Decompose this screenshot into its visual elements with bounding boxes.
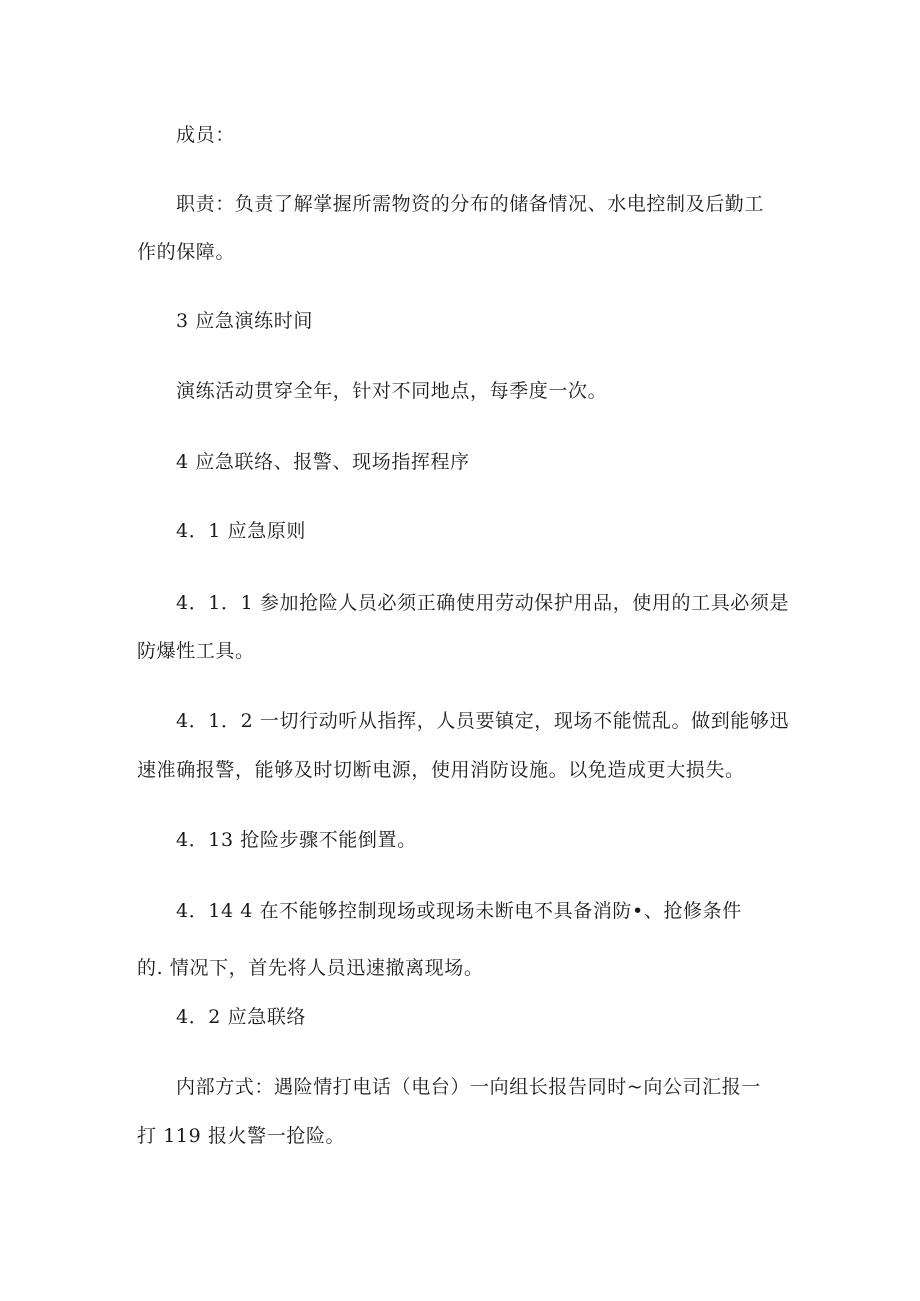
clause-4-1-2-line-2: 速准确报警，能够及时切断电源，使用消防设施。以免造成更大损失。 bbox=[137, 759, 745, 781]
section-4-2-heading: 4．2 应急联络 bbox=[176, 1006, 307, 1028]
section-3-heading: 3 应急演练时间 bbox=[176, 310, 313, 332]
drill-schedule-text: 演练活动贯穿全年，针对不同地点，每季度一次。 bbox=[176, 380, 608, 402]
clause-4-1-1-line-2: 防爆性工具。 bbox=[137, 640, 255, 662]
internal-contact-line-2: 打 119 报火警一抢险。 bbox=[137, 1125, 346, 1147]
clause-4-14-line-1: 4．14 4 在不能够控制现场或现场未断电不具备消防•、抢修条件 bbox=[176, 900, 742, 922]
duties-text-line-2: 作的保障。 bbox=[137, 241, 236, 263]
members-label: 成员： bbox=[176, 124, 235, 146]
section-4-1-heading: 4．1 应急原则 bbox=[176, 520, 307, 542]
duties-text-line-1: 职责：负责了解掌握所需物资的分布的储备情况、水电控制及后勤工 bbox=[176, 193, 765, 215]
clause-4-1-2-line-1: 4．1．2 一切行动听从指挥，人员要镇定，现场不能慌乱。做到能够迅 bbox=[176, 710, 790, 732]
section-4-heading: 4 应急联络、报警、现场指挥程序 bbox=[176, 451, 470, 473]
internal-contact-line-1: 内部方式：遇险情打电话（电台）一向组长报告同时~向公司汇报一 bbox=[176, 1076, 761, 1098]
clause-4-13: 4．13 抢险步骤不能倒置。 bbox=[176, 829, 417, 851]
clause-4-14-line-2: 的. 情况下，首先将人员迅速撤离现场。 bbox=[137, 957, 484, 979]
clause-4-1-1-line-1: 4．1．1 参加抢险人员必须正确使用劳动保护用品，使用的工具必须是 bbox=[176, 592, 790, 614]
